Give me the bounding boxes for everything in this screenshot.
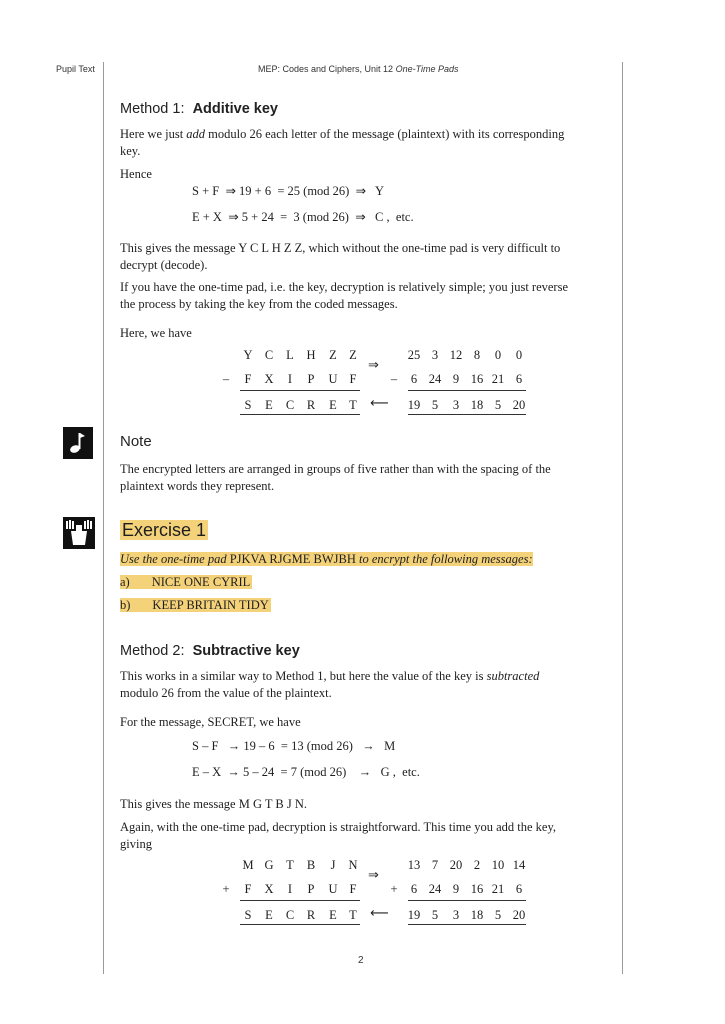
- method2-table-number-r3-c2: 5: [431, 908, 439, 922]
- exercise-instruction-a: Use the one-time pad: [120, 552, 230, 566]
- exercise-instruction-pad: PJKVA RJGME BWJBH: [229, 552, 356, 566]
- method1-table-letter-r2-c6: F: [349, 372, 357, 386]
- method2-table-letter-r2-c2: X: [264, 882, 274, 896]
- method2-table-number-r1-c2: 7: [431, 858, 439, 872]
- method2-table-letter-r1-c6: N: [348, 858, 358, 872]
- method1-equation-2: E + X ⇒ 5 + 24 = 3 (mod 26) ⇒ C , etc.: [192, 210, 414, 224]
- method2-table-number-r2-c1: 6: [410, 882, 418, 896]
- method1-table-letter-r1-c3: L: [286, 348, 294, 362]
- method2-table-number-r2-c5: 21: [491, 882, 505, 896]
- method2-table-number-r1-c4: 2: [473, 858, 481, 872]
- method2-p4-a: Again, with the one-time pad, decryption is straightforward. This time you add the key,: [120, 820, 557, 834]
- method1-table-letter-r2-c4: P: [307, 372, 315, 386]
- method1-here: Here, we have: [120, 326, 192, 340]
- method2-table-number-r2-c3: 9: [452, 882, 460, 896]
- note-title: Note: [120, 433, 152, 450]
- method2-table-number-r2-c2: 24: [428, 882, 442, 896]
- note-text: [120, 461, 610, 495]
- method2-table-letter-r1-c3: T: [286, 858, 294, 872]
- method1-p2-b: decrypt (decode).: [120, 258, 208, 272]
- method1-paragraph-2: [120, 240, 610, 274]
- method2-table-number-r1-c3: 20: [449, 858, 463, 872]
- method2-paragraph-4: [120, 819, 615, 853]
- method2-table-number-r3-c5: 5: [494, 908, 502, 922]
- method2-table-letter-r3-c6: T: [349, 908, 357, 922]
- method1-table-number-r1-c6: 0: [515, 348, 523, 362]
- method1-p3-b: the process by taking the key from the coded messages.: [120, 297, 398, 311]
- method2-table-letter-r1-c1: M: [242, 858, 254, 872]
- method2-table-letter-r2-c5: U: [328, 882, 338, 896]
- method1-equation-1: S + F ⇒ 19 + 6 = 25 (mod 26) ⇒ Y: [192, 184, 384, 198]
- method1-table-right-arrow-icon: ⇒: [368, 358, 379, 373]
- note-icon-glyph: [63, 427, 93, 459]
- method1-table-number-r1-c3: 12: [449, 348, 463, 362]
- method1-table-letter-r1-c2: C: [264, 348, 274, 362]
- method2-heading-bold: Subtractive key: [192, 643, 300, 659]
- method1-heading: [120, 101, 278, 117]
- method1-table-letter-r2-c3: I: [287, 372, 293, 386]
- exercise-item-b: [120, 597, 271, 614]
- method2-table-letter-r1-c4: B: [306, 858, 316, 872]
- method2-table-right-arrow-icon: ⇒: [368, 868, 379, 883]
- exercise-title-wrap: [120, 520, 208, 541]
- hands-up-icon-glyph: [63, 517, 95, 549]
- method2-table-number-r1-c1: 13: [407, 858, 421, 872]
- method1-table-number-r2-c2: 24: [428, 372, 442, 386]
- method2-table-letter-r1-c2: G: [264, 858, 274, 872]
- method1-table-letter-r3-c4: R: [306, 398, 316, 412]
- method1-p1-a: Here we just: [120, 127, 187, 141]
- method1-table-number-r1-c2: 3: [431, 348, 439, 362]
- method1-table-letter-r3-c3: C: [285, 398, 295, 412]
- exercise-item-b-text: KEEP BRITAIN TIDY: [152, 598, 269, 612]
- method1-table-letter-r2-c5: U: [328, 372, 338, 386]
- method2-table-letter-r3-c3: C: [285, 908, 295, 922]
- method1-table-number-r3-c3: 3: [452, 398, 460, 412]
- method1-table-rule-2: [240, 414, 360, 415]
- method1-table-letter-r2-c1: F: [244, 372, 252, 386]
- method2-table-number-r2-c6: 6: [515, 882, 523, 896]
- method2-table-number-r1-c5: 10: [491, 858, 505, 872]
- method2-table-letter-r3-c2: E: [265, 908, 273, 922]
- method2-table-operator-letters: +: [222, 882, 230, 896]
- left-margin-rule: [103, 62, 104, 974]
- method2-table-number-r2-c4: 16: [470, 882, 484, 896]
- method2-table-number-r3-c4: 18: [470, 908, 484, 922]
- header-title-italic: One-Time Pads: [395, 64, 459, 74]
- method1-hence: Hence: [120, 167, 152, 181]
- header-left: Pupil Text: [56, 64, 95, 74]
- method1-table-letter-r3-c6: T: [349, 398, 357, 412]
- method2-table-left-arrow-icon: ⟵: [370, 906, 389, 921]
- method2-heading-prefix: Method 2:: [120, 643, 185, 659]
- method1-paragraph-1: [120, 126, 610, 160]
- method1-table-letter-r1-c4: H: [306, 348, 316, 362]
- method2-paragraph-2: For the message, SECRET, we have: [120, 715, 301, 729]
- exercise-instruction: [120, 551, 533, 568]
- page-number: 2: [358, 955, 364, 966]
- method1-table-rule-1: [240, 390, 360, 391]
- method2-table-number-r1-c6: 14: [512, 858, 526, 872]
- method1-p3-a: If you have the one-time pad, i.e. the key, decryption is relatively simple; you just reverse: [120, 280, 569, 294]
- method1-table-number-r3-c2: 5: [431, 398, 439, 412]
- method2-table-number-r3-c1: 19: [407, 908, 421, 922]
- method1-table-rule-4: [408, 414, 526, 415]
- method1-p1-b: modulo 26 each letter of the message (plaintext) with its corresponding: [205, 127, 565, 141]
- method2-table-letter-r2-c1: F: [244, 882, 252, 896]
- method2-table-letter-r3-c1: S: [244, 908, 252, 922]
- method2-table-letter-r1-c5: J: [330, 858, 336, 872]
- method2-table-operator-numbers: +: [390, 882, 398, 896]
- right-margin-rule: [622, 62, 623, 974]
- method2-p1-a: This works in a similar way to Method 1, but here the value of the key is: [120, 669, 487, 683]
- method2-p1-em: subtracted: [486, 669, 540, 683]
- method1-table-operator-letters: –: [222, 372, 230, 386]
- method2-table-rule-3: [408, 900, 526, 901]
- note-icon: [63, 427, 93, 459]
- method1-p2-a: This gives the message Y C L H Z Z, which without the one-time pad is very difficult to: [120, 241, 561, 255]
- method2-table-number-r3-c6: 20: [512, 908, 526, 922]
- method1-table-letter-r3-c2: E: [265, 398, 273, 412]
- method2-table-letter-r3-c4: R: [306, 908, 316, 922]
- method2-table-rule-4: [408, 924, 526, 925]
- header-title-prefix: MEP: Codes and Ciphers, Unit 12: [258, 64, 396, 74]
- method2-p1-b: modulo 26 from the value of the plaintext.: [120, 686, 332, 700]
- method2-table-letter-r2-c4: P: [307, 882, 315, 896]
- method1-table-left-arrow-icon: ⟵: [370, 396, 389, 411]
- method2-table-number-r3-c3: 3: [452, 908, 460, 922]
- hands-up-icon: [63, 517, 95, 549]
- method1-heading-prefix: Method 1:: [120, 101, 185, 117]
- method2-table-rule-2: [240, 924, 360, 925]
- method1-table-letter-r3-c1: S: [244, 398, 252, 412]
- method1-table-number-r3-c1: 19: [407, 398, 421, 412]
- method1-table-number-r1-c4: 8: [473, 348, 481, 362]
- method1-table-operator-numbers: –: [390, 372, 398, 386]
- method1-table-number-r3-c4: 18: [470, 398, 484, 412]
- method2-table-rule-1: [240, 900, 360, 901]
- method1-table-letter-r1-c6: Z: [349, 348, 357, 362]
- method1-table-number-r2-c4: 16: [470, 372, 484, 386]
- method1-table-number-r2-c1: 6: [410, 372, 418, 386]
- exercise-title: Exercise 1: [122, 520, 207, 540]
- method1-table-number-r2-c5: 21: [491, 372, 505, 386]
- method1-table-number-r2-c6: 6: [515, 372, 523, 386]
- method2-paragraph-3: This gives the message M G T B J N.: [120, 797, 308, 811]
- method1-table-number-r3-c6: 20: [512, 398, 526, 412]
- method1-paragraph-3: [120, 279, 615, 313]
- method1-table-letter-r2-c2: X: [264, 372, 274, 386]
- method2-table-letter-r2-c6: F: [349, 882, 357, 896]
- method2-equation-1: S – F → 19 – 6 = 13 (mod 26) → M: [192, 739, 396, 753]
- note-text-a: The encrypted letters are arranged in groups of five rather than with the spacing of the: [120, 462, 551, 476]
- method1-table-number-r2-c3: 9: [452, 372, 460, 386]
- exercise-instruction-b: to encrypt the following messages:: [355, 552, 533, 566]
- method1-heading-bold: Additive key: [192, 101, 278, 117]
- method2-p4-b: giving: [120, 837, 152, 851]
- method2-table-letter-r2-c3: I: [287, 882, 293, 896]
- method2-paragraph-1: [120, 668, 615, 702]
- header-title: [258, 64, 459, 74]
- method2-heading: [120, 643, 300, 659]
- method1-table-rule-3: [408, 390, 526, 391]
- exercise-item-b-label: b): [120, 598, 131, 612]
- exercise-item-a: [120, 574, 252, 591]
- note-text-b: plaintext words they represent.: [120, 479, 275, 493]
- method1-table-letter-r3-c5: E: [329, 398, 337, 412]
- method2-table-letter-r3-c5: E: [329, 908, 337, 922]
- exercise-item-a-text: NICE ONE CYRIL: [151, 575, 251, 589]
- method1-table-letter-r1-c5: Z: [329, 348, 337, 362]
- method1-p1-c: key.: [120, 144, 141, 158]
- exercise-item-a-label: a): [120, 575, 130, 589]
- method1-table-number-r3-c5: 5: [494, 398, 502, 412]
- method2-equation-2: E – X → 5 – 24 = 7 (mod 26) → G , etc.: [192, 765, 420, 779]
- method1-p1-em: add: [186, 127, 206, 141]
- method1-table-letter-r1-c1: Y: [243, 348, 253, 362]
- method1-table-number-r1-c1: 25: [407, 348, 421, 362]
- method1-table-number-r1-c5: 0: [494, 348, 502, 362]
